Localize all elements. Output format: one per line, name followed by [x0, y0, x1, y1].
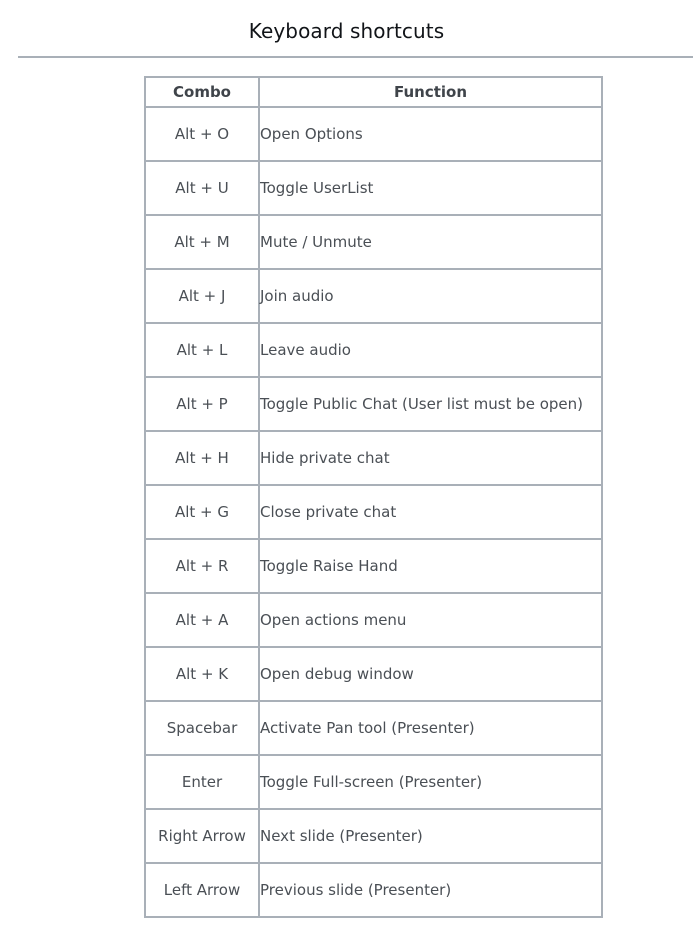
function-cell: Hide private chat	[259, 431, 602, 485]
table-row	[145, 377, 602, 431]
table-row	[145, 539, 602, 593]
table-row	[145, 593, 602, 647]
table-row	[145, 323, 602, 377]
function-cell: Open Options	[259, 107, 602, 161]
function-cell: Toggle Full-screen (Presenter)	[259, 755, 602, 809]
table-row	[145, 431, 602, 485]
function-cell: Toggle Raise Hand	[259, 539, 602, 593]
combo-cell: Alt + O	[145, 107, 259, 161]
combo-cell: Alt + H	[145, 431, 259, 485]
combo-cell: Alt + J	[145, 269, 259, 323]
shortcuts-table	[144, 76, 603, 918]
function-cell: Open debug window	[259, 647, 602, 701]
function-cell: Close private chat	[259, 485, 602, 539]
table-row	[145, 269, 602, 323]
combo-cell: Spacebar	[145, 701, 259, 755]
combo-cell: Alt + A	[145, 593, 259, 647]
table-row	[145, 863, 602, 917]
combo-cell: Alt + L	[145, 323, 259, 377]
header-combo: Combo	[145, 77, 259, 107]
combo-cell: Left Arrow	[145, 863, 259, 917]
table-row	[145, 755, 602, 809]
table-row	[145, 107, 602, 161]
function-cell: Toggle UserList	[259, 161, 602, 215]
combo-cell: Alt + R	[145, 539, 259, 593]
table-row	[145, 485, 602, 539]
combo-cell: Right Arrow	[145, 809, 259, 863]
combo-cell: Alt + P	[145, 377, 259, 431]
modal-title: Keyboard shortcuts	[248, 19, 445, 43]
table-row	[145, 701, 602, 755]
function-cell: Join audio	[259, 269, 602, 323]
combo-cell: Alt + M	[145, 215, 259, 269]
table-row	[145, 161, 602, 215]
function-cell: Leave audio	[259, 323, 602, 377]
function-cell: Activate Pan tool (Presenter)	[259, 701, 602, 755]
header-function: Function	[259, 77, 602, 107]
combo-cell: Alt + K	[145, 647, 259, 701]
function-cell: Open actions menu	[259, 593, 602, 647]
combo-cell: Enter	[145, 755, 259, 809]
function-cell: Toggle Public Chat (User list must be open)	[259, 377, 602, 431]
function-cell: Mute / Unmute	[259, 215, 602, 269]
table-row	[145, 215, 602, 269]
title-divider	[18, 56, 693, 58]
function-cell: Next slide (Presenter)	[259, 809, 602, 863]
combo-cell: Alt + G	[145, 485, 259, 539]
table-row	[145, 647, 602, 701]
combo-cell: Alt + U	[145, 161, 259, 215]
table-header-row	[145, 77, 602, 107]
table-row	[145, 809, 602, 863]
function-cell: Previous slide (Presenter)	[259, 863, 602, 917]
